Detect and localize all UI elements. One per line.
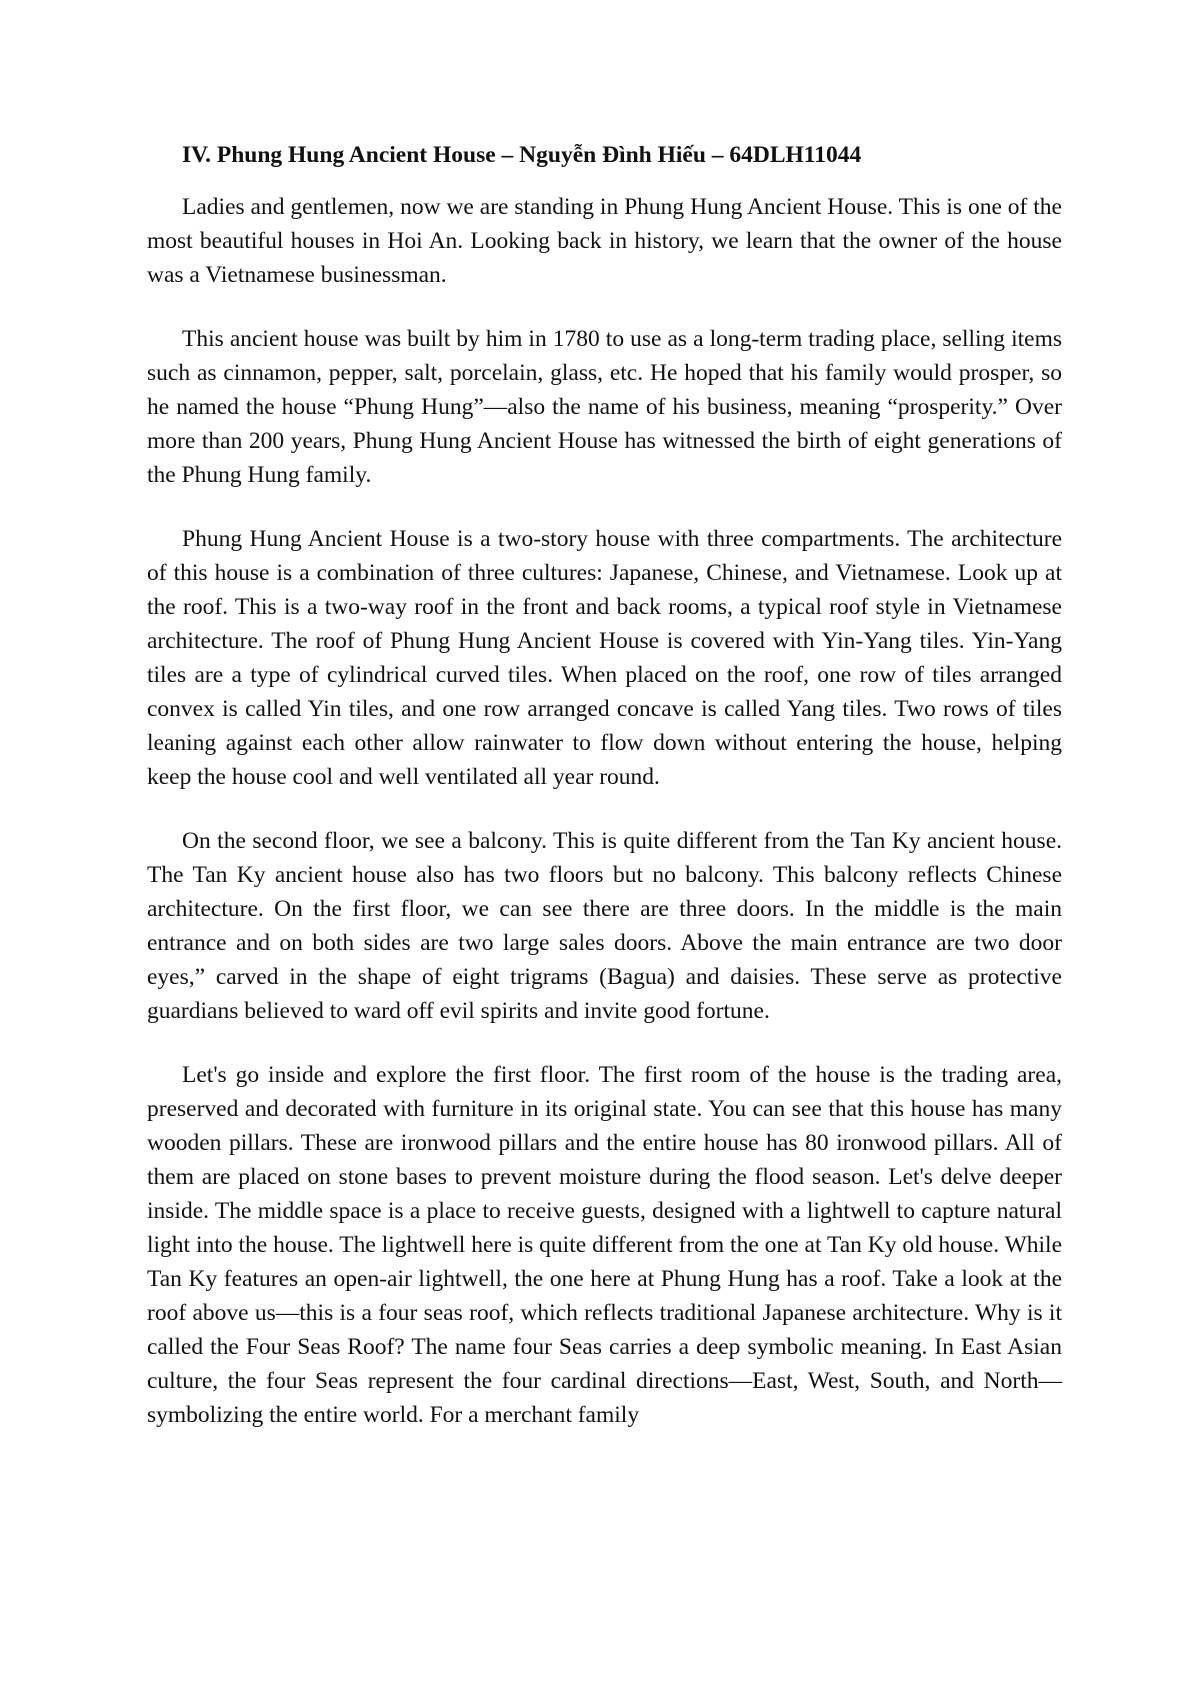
section-heading: IV. Phung Hung Ancient House – Nguyễn Đình Hiếu – 64DLH11044 [182,142,862,168]
paragraph-intro: Ladies and gentlemen, now we are standing in Phung Hung Ancient House. This is one of the most beautiful houses in Hoi An. Looking back in history, we learn that the owner of the house was a Vietnamese businessman. [147,194,1062,288]
paragraph-architecture: Phung Hung Ancient House is a two-story house with three compartments. The architecture of this house is a combination of three cultures: Japanese, Chinese, and Vietnamese. Look up at the roof. This is a two-way roof in the front and back rooms, a typical roof style in Vietnamese architecture. The roof of Phung Hung Ancient House is covered with Yin-Yang tiles. Yin-Yang tiles are a type of cylindrical curved tiles. When placed on the roof, one row of tiles arranged convex is called Yin tiles, and one row arranged concave is called Yang tiles. Two rows of tiles leaning against each other allow rainwater to flow down without entering the house, helping keep the house cool and well ventilated all year round. [147,526,1062,790]
paragraph-history: This ancient house was built by him in 1780 to use as a long-term trading place, selling items such as cinnamon, pepper, salt, porcelain, glass, etc. He hoped that his family would prosper, so he named the house “Phung Hung”—also the name of his business, meaning “prosperity.” Over more than 200 years, Phung Hung Ancient House has witnessed the birth of eight generations of the Phung Hung family. [147,326,1062,488]
paragraph-first-floor: Let's go inside and explore the first floor. The first room of the house is the trading area, preserved and decorated with furniture in its original state. You can see that this house has many wooden pillars. These are ironwood pillars and the entire house has 80 ironwood pillars. All of them are placed on stone bases to prevent moisture during the flood season. Let's delve deeper inside. The middle space is a place to receive guests, designed with a lightwell to capture natural light into the house. The lightwell here is quite different from the one at Tan Ky old house. While Tan Ky features an open-air lightwell, the one here at Phung Hung has a roof. Take a look at the roof above us—this is a four seas roof, which reflects traditional Japanese architecture. Why is it called the Four Seas Roof? The name four Seas carries a deep symbolic meaning. In East Asian culture, the four Seas represent the four cardinal directions—East, West, South, and North—symbolizing the entire world. For a merchant family [147,1062,1062,1428]
document-page [147,138,1062,1462]
paragraph-balcony: On the second floor, we see a balcony. This is quite different from the Tan Ky ancient house. The Tan Ky ancient house also has two floors but no balcony. This balcony reflects Chinese architecture. On the first floor, we can see there are three doors. In the middle is the main entrance and on both sides are two large sales doors. Above the main entrance are two door eyes,” carved in the shape of eight trigrams (Bagua) and daisies. These serve as protective guardians believed to ward off evil spirits and invite good fortune. [147,828,1062,1024]
